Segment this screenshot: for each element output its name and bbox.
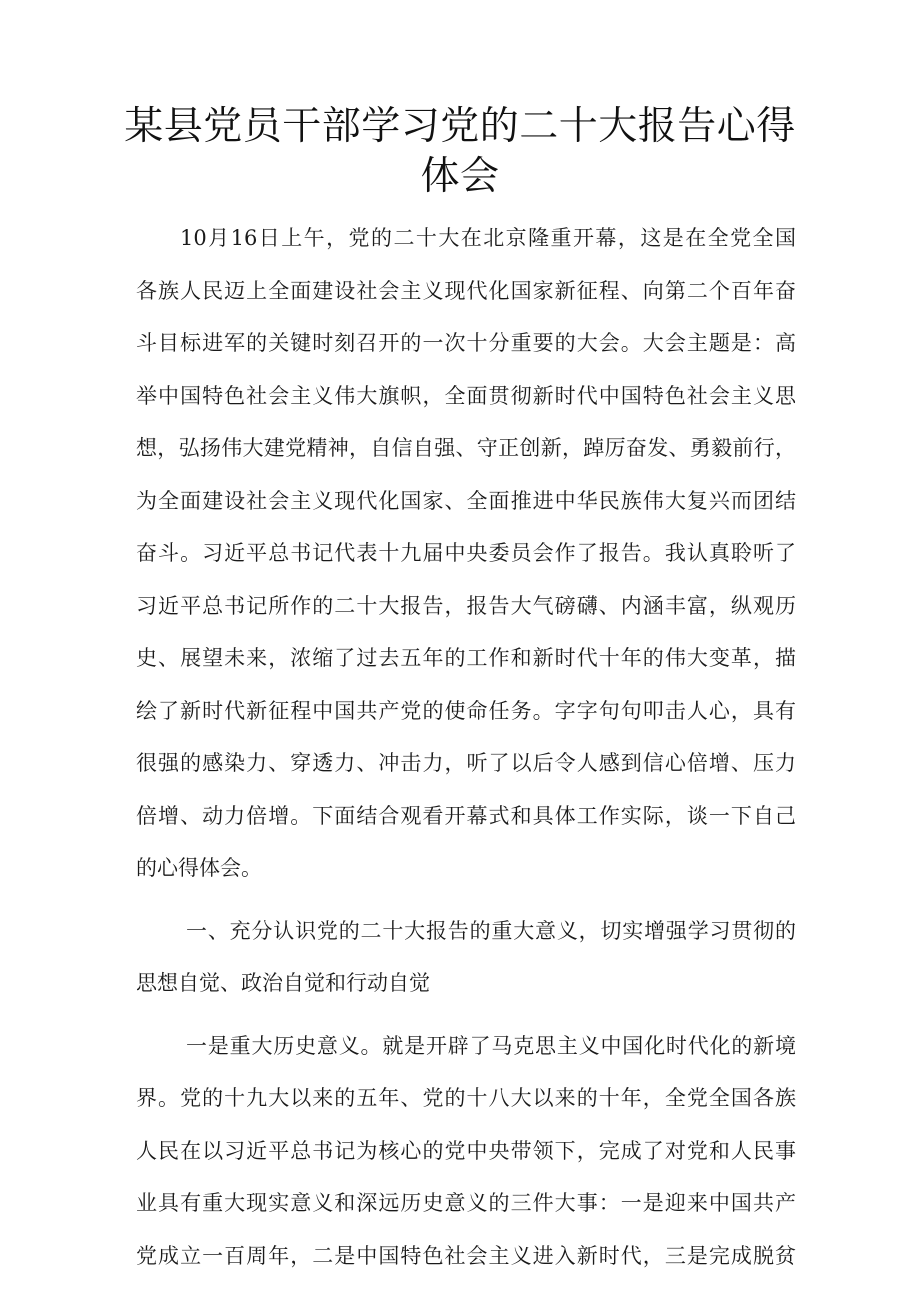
text-line: 各族人民迈上全面建设社会主义现代化国家新征程、向第二个百年奋 xyxy=(136,278,796,303)
text-line: 很强的感染力、穿透力、冲击力，听了以后令人感到信心倍增、压力 xyxy=(136,751,796,775)
text-line: 界。党的十九大以来的五年、党的十八大以来的十年，全党全国各族 xyxy=(136,1086,796,1110)
text-line: 的心得体会。 xyxy=(136,856,262,880)
text-line: 举中国特色社会主义伟大旗帜，全面贯彻新时代中国特色社会主义思 xyxy=(136,383,796,408)
text-line: 史、展望未来，浓缩了过去五年的工作和新时代十年的伟大变革，描 xyxy=(136,646,796,670)
text-line: 绘了新时代新征程中国共产党的使命任务。字字句句叩击人心，具有 xyxy=(136,698,796,723)
text-line: 业具有重大现实意义和深远历史意义的三件大事：一是迎来中国共产 xyxy=(136,1191,796,1215)
text-line: 人民在以习近平总书记为核心的党中央带领下，完成了对党和人民事 xyxy=(136,1138,796,1163)
document-body xyxy=(136,212,796,1282)
document-title xyxy=(120,102,800,202)
text-line: 倍增、动力倍增。下面结合观看开幕式和具体工作实际，谈一下自己 xyxy=(136,803,796,828)
title-line: 某县党员干部学习党的二十大报告心得 xyxy=(124,104,796,149)
text-line: 奋斗。习近平总书记代表十九届中央委员会作了报告。我认真聆听了 xyxy=(136,541,796,565)
text-line: 习近平总书记所作的二十大报告，报告大气磅礴、内涵丰富，纵观历 xyxy=(136,593,796,618)
paragraph-gap xyxy=(136,895,796,905)
text-line: 一、充分认识党的二十大报告的重大意义，切实增强学习贯彻的 xyxy=(186,918,796,943)
paragraph-gap xyxy=(136,1010,796,1020)
text-line: 一是重大历史意义。就是开辟了马克思主义中国化时代化的新境 xyxy=(186,1033,796,1058)
text-line: 为全面建设社会主义现代化国家、全面推进中华民族伟大复兴而团结 xyxy=(136,488,796,513)
title-line: 体会 xyxy=(420,154,500,199)
paragraph-historic-significance xyxy=(136,1020,796,1283)
text-line: 斗目标进军的关键时刻召开的一次十分重要的大会。大会主题是：高 xyxy=(136,331,796,355)
text-line: 党成立一百周年，二是中国特色社会主义进入新时代，三是完成脱贫 xyxy=(136,1243,796,1268)
text-line: 思想自觉、政治自觉和行动自觉 xyxy=(136,971,430,995)
paragraph-intro xyxy=(136,212,796,895)
text-line: 想，弘扬伟大建党精神，自信自强、守正创新，踔厉奋发、勇毅前行， xyxy=(136,436,796,460)
text-line: 10月16日上午，党的二十大在北京隆重开幕，这是在全党全国 xyxy=(180,226,796,250)
section-heading-1 xyxy=(136,905,796,1010)
